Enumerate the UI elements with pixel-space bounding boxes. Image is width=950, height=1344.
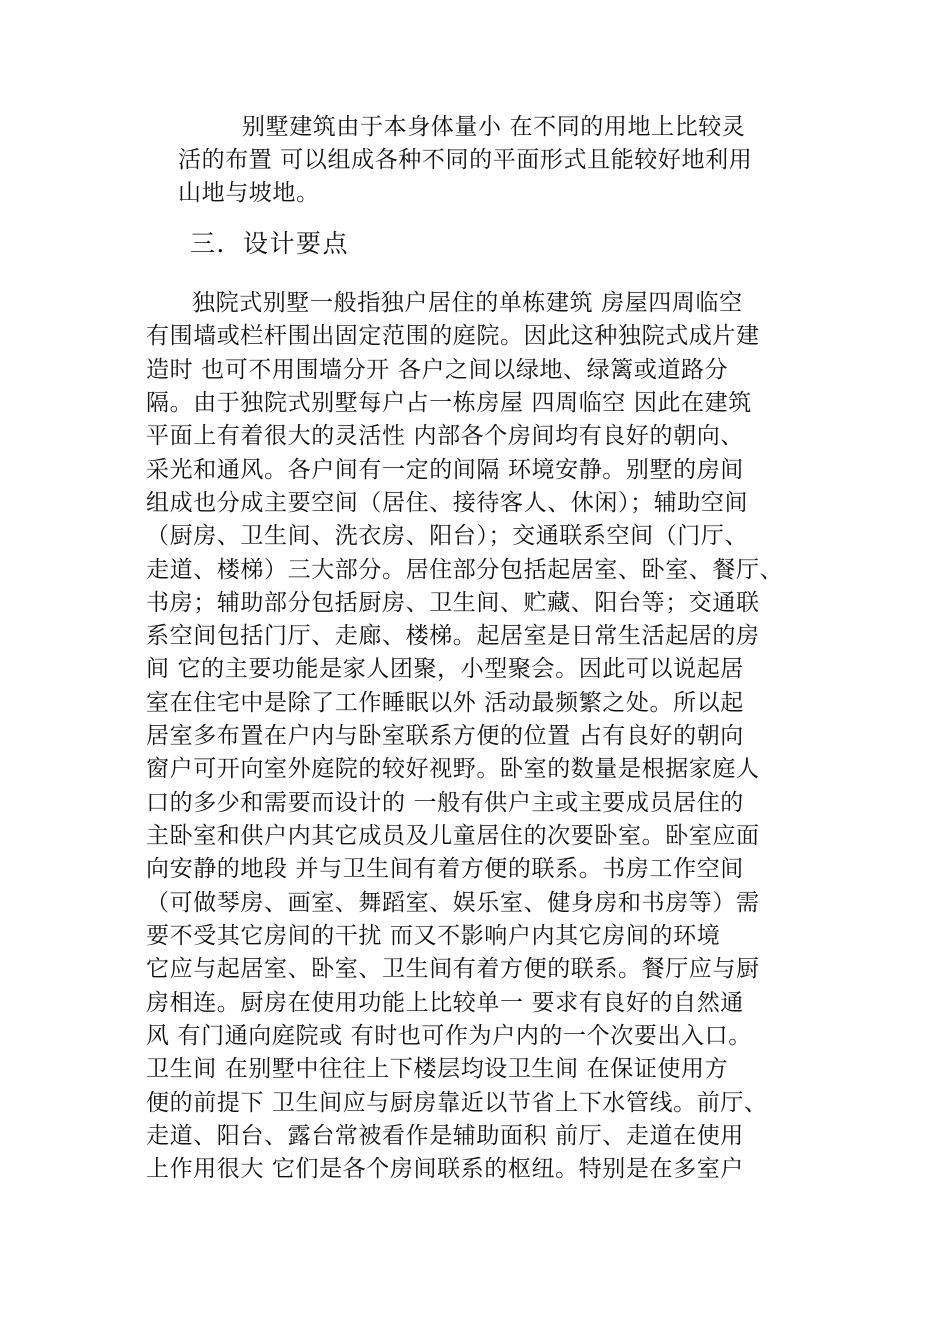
body-line: 它应与起居室、卧室、卫生间有着方便的联系。餐厅应与厨 — [146, 956, 760, 982]
section-heading: 三．设计要点 — [190, 229, 350, 258]
body-line: 走道、阳台、露台常被看作是辅助面积 前厅、走道在使用 — [146, 1123, 744, 1149]
body-line: 书房；辅助部分包括厨房、卫生间、贮藏、阳台等；交通联 — [146, 590, 760, 616]
intro-line: 活的布置 可以组成各种不同的平面形式且能较好地利用 — [178, 147, 753, 173]
body-line: （厨房、卫生间、洗衣房、阳台）；交通联系空间（门厅、 — [146, 523, 749, 549]
body-line: 上作用很大 它们是各个房间联系的枢纽。特别是在多室户 — [146, 1156, 744, 1182]
intro-line: 山地与坡地。 — [178, 180, 320, 206]
body-line: 风 有门通向庭院或 有时也可作为户内的一个次要出入口。 — [146, 1023, 752, 1049]
body-line: 组成也分成主要空间（居住、接待客人、休闲）；辅助空间 — [146, 490, 749, 516]
body-line: （可做琴房、画室、舞蹈室、娱乐室、健身房和书房等）需 — [146, 890, 760, 916]
body-line: 间 它的主要功能是家人团聚，小型聚会。因此可以说起居 — [146, 656, 744, 682]
body-line: 向安静的地段 并与卫生间有着方便的联系。书房工作空间 — [146, 856, 744, 882]
body-line: 隔。由于独院式别墅每户占一栋房屋 四周临空 因此在建筑 — [146, 390, 752, 416]
body-line: 居室多布置在户内与卧室联系方便的位置 占有良好的朝向 — [146, 723, 744, 749]
body-line: 卫生间 在别墅中往往上下楼层均设卫生间 在保证使用方 — [146, 1056, 729, 1082]
body-line: 房相连。厨房在使用功能上比较单一 要求有良好的自然通 — [146, 990, 744, 1016]
body-line: 窗户可开向室外庭院的较好视野。卧室的数量是根据家庭人 — [146, 756, 760, 782]
body-line: 主卧室和供户内其它成员及儿童居住的次要卧室。卧室应面 — [146, 823, 760, 849]
body-line: 平面上有着很大的灵活性 内部各个房间均有良好的朝向、 — [146, 423, 744, 449]
body-line: 要不受其它房间的干扰 而又不影响户内其它房间的环境 — [146, 923, 721, 949]
body-line: 有围墙或栏杆围出固定范围的庭院。因此这种独院式成片建 — [146, 323, 760, 349]
intro-line: 别墅建筑由于本身体量小 在不同的用地上比较灵 — [242, 114, 746, 140]
body-line: 独院式别墅一般指独户居住的单栋建筑 房屋四周临空 — [192, 290, 743, 316]
body-line: 系空间包括门厅、走廊、楼梯。起居室是日常生活起居的房 — [146, 623, 760, 649]
body-line: 走道、楼梯）三大部分。居住部分包括起居室、卧室、餐厅、 — [146, 557, 784, 583]
body-line: 室在住宅中是除了工作睡眠以外 活动最频繁之处。所以起 — [146, 690, 744, 716]
body-line: 造时 也可不用围墙分开 各户之间以绿地、绿篱或道路分 — [146, 357, 729, 383]
body-line: 采光和通风。各户间有一定的间隔 环境安静。别墅的房间 — [146, 457, 744, 483]
body-line: 便的前提下 卫生间应与厨房靠近以节省上下水管线。前厅、 — [146, 1090, 768, 1116]
body-line: 口的多少和需要而设计的 一般有供户主或主要成员居住的 — [146, 790, 744, 816]
